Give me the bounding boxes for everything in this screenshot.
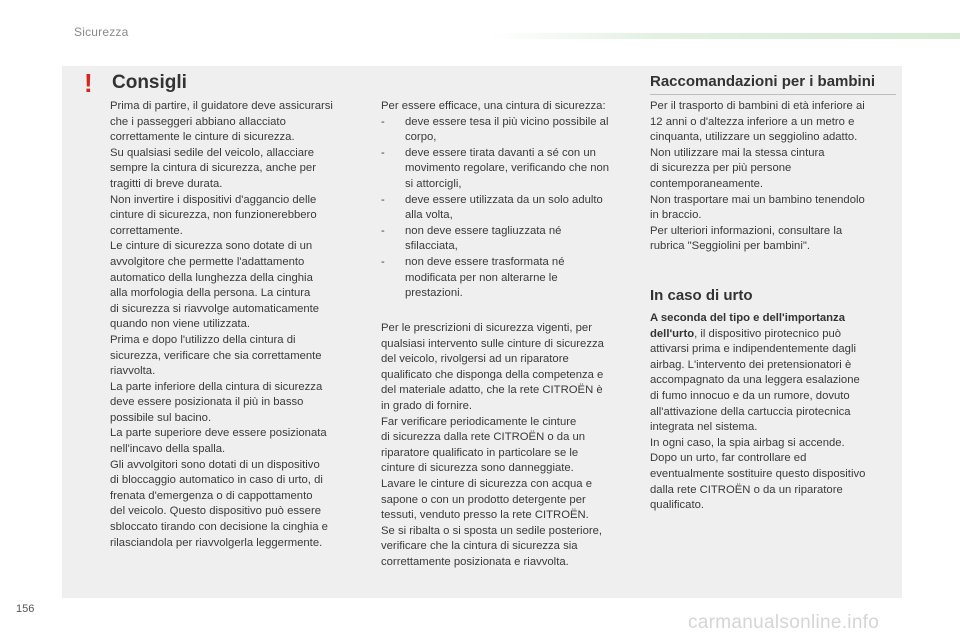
urto-lead-line-1 bbox=[650, 311, 900, 327]
text-line: Prima e dopo l'utilizzo della cintura di bbox=[110, 333, 296, 346]
list-item bbox=[381, 255, 636, 302]
bambini-title: Raccomandazioni per i bambini bbox=[650, 73, 876, 90]
list-item-text bbox=[405, 146, 636, 193]
header-decoration-line bbox=[490, 33, 960, 39]
text-line: non deve essere tagliuzzata né bbox=[405, 224, 562, 237]
text-line: rubrica "Seggiolini per bambini". bbox=[650, 240, 810, 253]
text-line: di sicurezza dalla rete CITROËN o da un bbox=[381, 431, 586, 444]
section-header: Sicurezza bbox=[74, 25, 129, 39]
text-line: sicurezza, verificare che sia correttamente bbox=[110, 349, 322, 362]
list-dash: - bbox=[381, 224, 385, 237]
text-line: correttamente. bbox=[110, 224, 183, 237]
urto-title: In caso di urto bbox=[650, 287, 753, 304]
text-line: contemporaneamente. bbox=[650, 177, 764, 190]
text-line: cinture di sicurezza sono danneggiate. bbox=[381, 462, 574, 475]
urto-text bbox=[650, 311, 900, 514]
text-line: sempre la cintura di sicurezza, anche per bbox=[110, 162, 316, 175]
list-item-text bbox=[405, 193, 636, 224]
text-line: di sicurezza si riavvolge automaticamente bbox=[110, 302, 320, 315]
text-line: del veicolo, rivolgersi ad un riparatore bbox=[381, 353, 569, 366]
text-line: correttamente posizionata e riavvolta. bbox=[381, 555, 569, 568]
list-dash: - bbox=[381, 193, 385, 206]
text-line: di bloccaggio automatico in caso di urto, di bbox=[110, 474, 323, 487]
text-line: 12 anni o d'altezza inferiore a un metro e bbox=[650, 115, 855, 128]
text-line: Per il trasporto di bambini di età inferiore ai bbox=[650, 100, 865, 112]
text-line: qualsiasi intervento sulle cinture di sicurezza bbox=[381, 337, 604, 350]
consigli-title: Consigli bbox=[112, 72, 187, 93]
list-item-text bbox=[405, 255, 636, 302]
text-line: sapone o con un prodotto detergente per bbox=[381, 493, 586, 506]
list-item bbox=[381, 224, 636, 255]
page-number: 156 bbox=[16, 603, 35, 615]
text-line: rilasciandola per riavvolgerla leggermente. bbox=[110, 536, 323, 549]
watermark-text: carmanualsonline.info bbox=[688, 612, 880, 633]
text-line: In ogni caso, la spia airbag si accende. bbox=[650, 436, 845, 449]
text-line: prestazioni. bbox=[405, 287, 463, 300]
consigli-column-2-requirements bbox=[381, 99, 636, 302]
urto-lead-rest: , il dispositivo pirotecnico può bbox=[694, 327, 842, 340]
text-line: sfilacciata, bbox=[405, 240, 458, 253]
list-item bbox=[381, 115, 636, 146]
consigli-column-1 bbox=[110, 99, 360, 551]
text-line: correttamente le cinture di sicurezza. bbox=[110, 131, 295, 144]
urto-lead-line-2 bbox=[650, 327, 900, 343]
text-line: Per le prescrizioni di sicurezza vigenti, per bbox=[381, 322, 592, 334]
text-line: integrata nel sistema. bbox=[650, 421, 758, 434]
text-line: frenata d'emergenza o di cappottamento bbox=[110, 489, 313, 502]
text-line: Le cinture di sicurezza sono dotate di un bbox=[110, 240, 313, 253]
text-line: deve essere posizionata il più in basso bbox=[110, 396, 304, 409]
text-line: non deve essere trasformata né bbox=[405, 255, 565, 268]
text-line: dalla rete CITROËN o da un riparatore bbox=[650, 483, 843, 496]
text-line: quando non viene utilizzata. bbox=[110, 318, 251, 331]
list-dash: - bbox=[381, 255, 385, 268]
text-line: airbag. L'intervento dei pretensionatori è bbox=[650, 358, 852, 371]
consigli-column-2-maintenance bbox=[381, 321, 636, 571]
text-line: movimento regolare, verificando che non bbox=[405, 162, 610, 175]
text-line: deve essere tesa il più vicino possibile al bbox=[405, 115, 609, 128]
text-line: nell'incavo della spalla. bbox=[110, 443, 226, 456]
text-line: tessuti, venduto presso la rete CITROËN. bbox=[381, 509, 589, 522]
text-line: riavvolta. bbox=[110, 365, 156, 378]
urto-lead-bold-1: A seconda del tipo e dell'importanza bbox=[650, 312, 845, 324]
text-line: Prima di partire, il guidatore deve assicurarsi bbox=[110, 100, 333, 112]
text-line: riparatore qualificato in particolare se le bbox=[381, 446, 579, 459]
text-line: di sicurezza per più persone bbox=[650, 162, 792, 175]
text-line: Su qualsiasi sedile del veicolo, allacciare bbox=[110, 146, 315, 159]
text-line: del materiale adatto, che la rete CITROËN è bbox=[381, 384, 603, 397]
text-line: qualificato. bbox=[650, 499, 705, 512]
text-line: Per ulteriori informazioni, consultare la bbox=[650, 224, 843, 237]
list-item-text bbox=[405, 224, 636, 255]
list-item-text bbox=[405, 115, 636, 146]
text-line: La parte superiore deve essere posizionata bbox=[110, 427, 327, 440]
warning-icon: ! bbox=[84, 68, 93, 98]
list-item bbox=[381, 146, 636, 193]
text-line: qualificato che disponga della competenza e bbox=[381, 368, 604, 381]
text-line: alla morfologia della persona. La cintura bbox=[110, 287, 311, 300]
requirements-intro: Per essere efficace, una cintura di sicurezza: bbox=[381, 100, 606, 112]
text-line: deve essere utilizzata da un solo adulto bbox=[405, 193, 603, 206]
list-item bbox=[381, 193, 636, 224]
text-line: accompagnato da una leggera esalazione bbox=[650, 374, 860, 387]
text-line: Non trasportare mai un bambino tenendolo bbox=[650, 193, 865, 206]
text-line: in braccio. bbox=[650, 209, 702, 222]
text-line: Dopo un urto, far controllare ed bbox=[650, 452, 807, 465]
text-line: attivarsi prima e indipendentemente dagli bbox=[650, 343, 856, 356]
text-line: del veicolo. Questo dispositivo può essere bbox=[110, 505, 321, 518]
text-line: tragitti di breve durata. bbox=[110, 177, 223, 190]
text-line: alla volta, bbox=[405, 209, 453, 222]
text-line: Lavare le cinture di sicurezza con acqua e bbox=[381, 477, 592, 490]
text-line: avvolgitore che permette l'adattamento bbox=[110, 255, 305, 268]
bambini-title-divider bbox=[650, 94, 896, 95]
text-line: di fumo innocuo e da un rumore, dovuto bbox=[650, 389, 850, 402]
text-line: Non utilizzare mai la stessa cintura bbox=[650, 146, 825, 159]
urto-lead-bold-2: dell'urto bbox=[650, 327, 695, 340]
text-line: corpo, bbox=[405, 131, 437, 144]
text-line: cinquanta, utilizzare un seggiolino adatto. bbox=[650, 131, 858, 144]
text-line: deve essere tirata davanti a sé con un bbox=[405, 146, 596, 159]
text-line: si attorcigli, bbox=[405, 177, 462, 190]
bambini-text bbox=[650, 99, 900, 255]
text-line: in grado di fornire. bbox=[381, 399, 473, 412]
text-line: possibile sul bacino. bbox=[110, 411, 212, 424]
text-line: La parte inferiore della cintura di sicurezza bbox=[110, 380, 323, 393]
text-line: Se si ribalta o si sposta un sedile posteriore, bbox=[381, 524, 603, 537]
text-line: Gli avvolgitori sono dotati di un dispositivo bbox=[110, 458, 320, 471]
text-line: sbloccato tirando con decisione la cinghia e bbox=[110, 521, 328, 534]
list-dash: - bbox=[381, 115, 385, 128]
text-line: Far verificare periodicamente le cinture bbox=[381, 415, 577, 428]
text-line: eventualmente sostituire questo dispositivo bbox=[650, 467, 866, 480]
list-dash: - bbox=[381, 146, 385, 159]
text-line: automatico della lunghezza della cinghia bbox=[110, 271, 313, 284]
text-line: Non invertire i dispositivi d'aggancio delle bbox=[110, 193, 317, 206]
text-line: cinture di sicurezza, non funzionerebbero bbox=[110, 209, 317, 222]
text-line: verificare che la cintura di sicurezza sia bbox=[381, 540, 578, 553]
requirements-list bbox=[381, 115, 636, 302]
text-line: modificata per non alterarne le bbox=[405, 271, 558, 284]
text-line: che i passeggeri abbiano allacciato bbox=[110, 115, 286, 128]
text-line: all'attivazione della cartuccia pirotecnica bbox=[650, 405, 851, 418]
